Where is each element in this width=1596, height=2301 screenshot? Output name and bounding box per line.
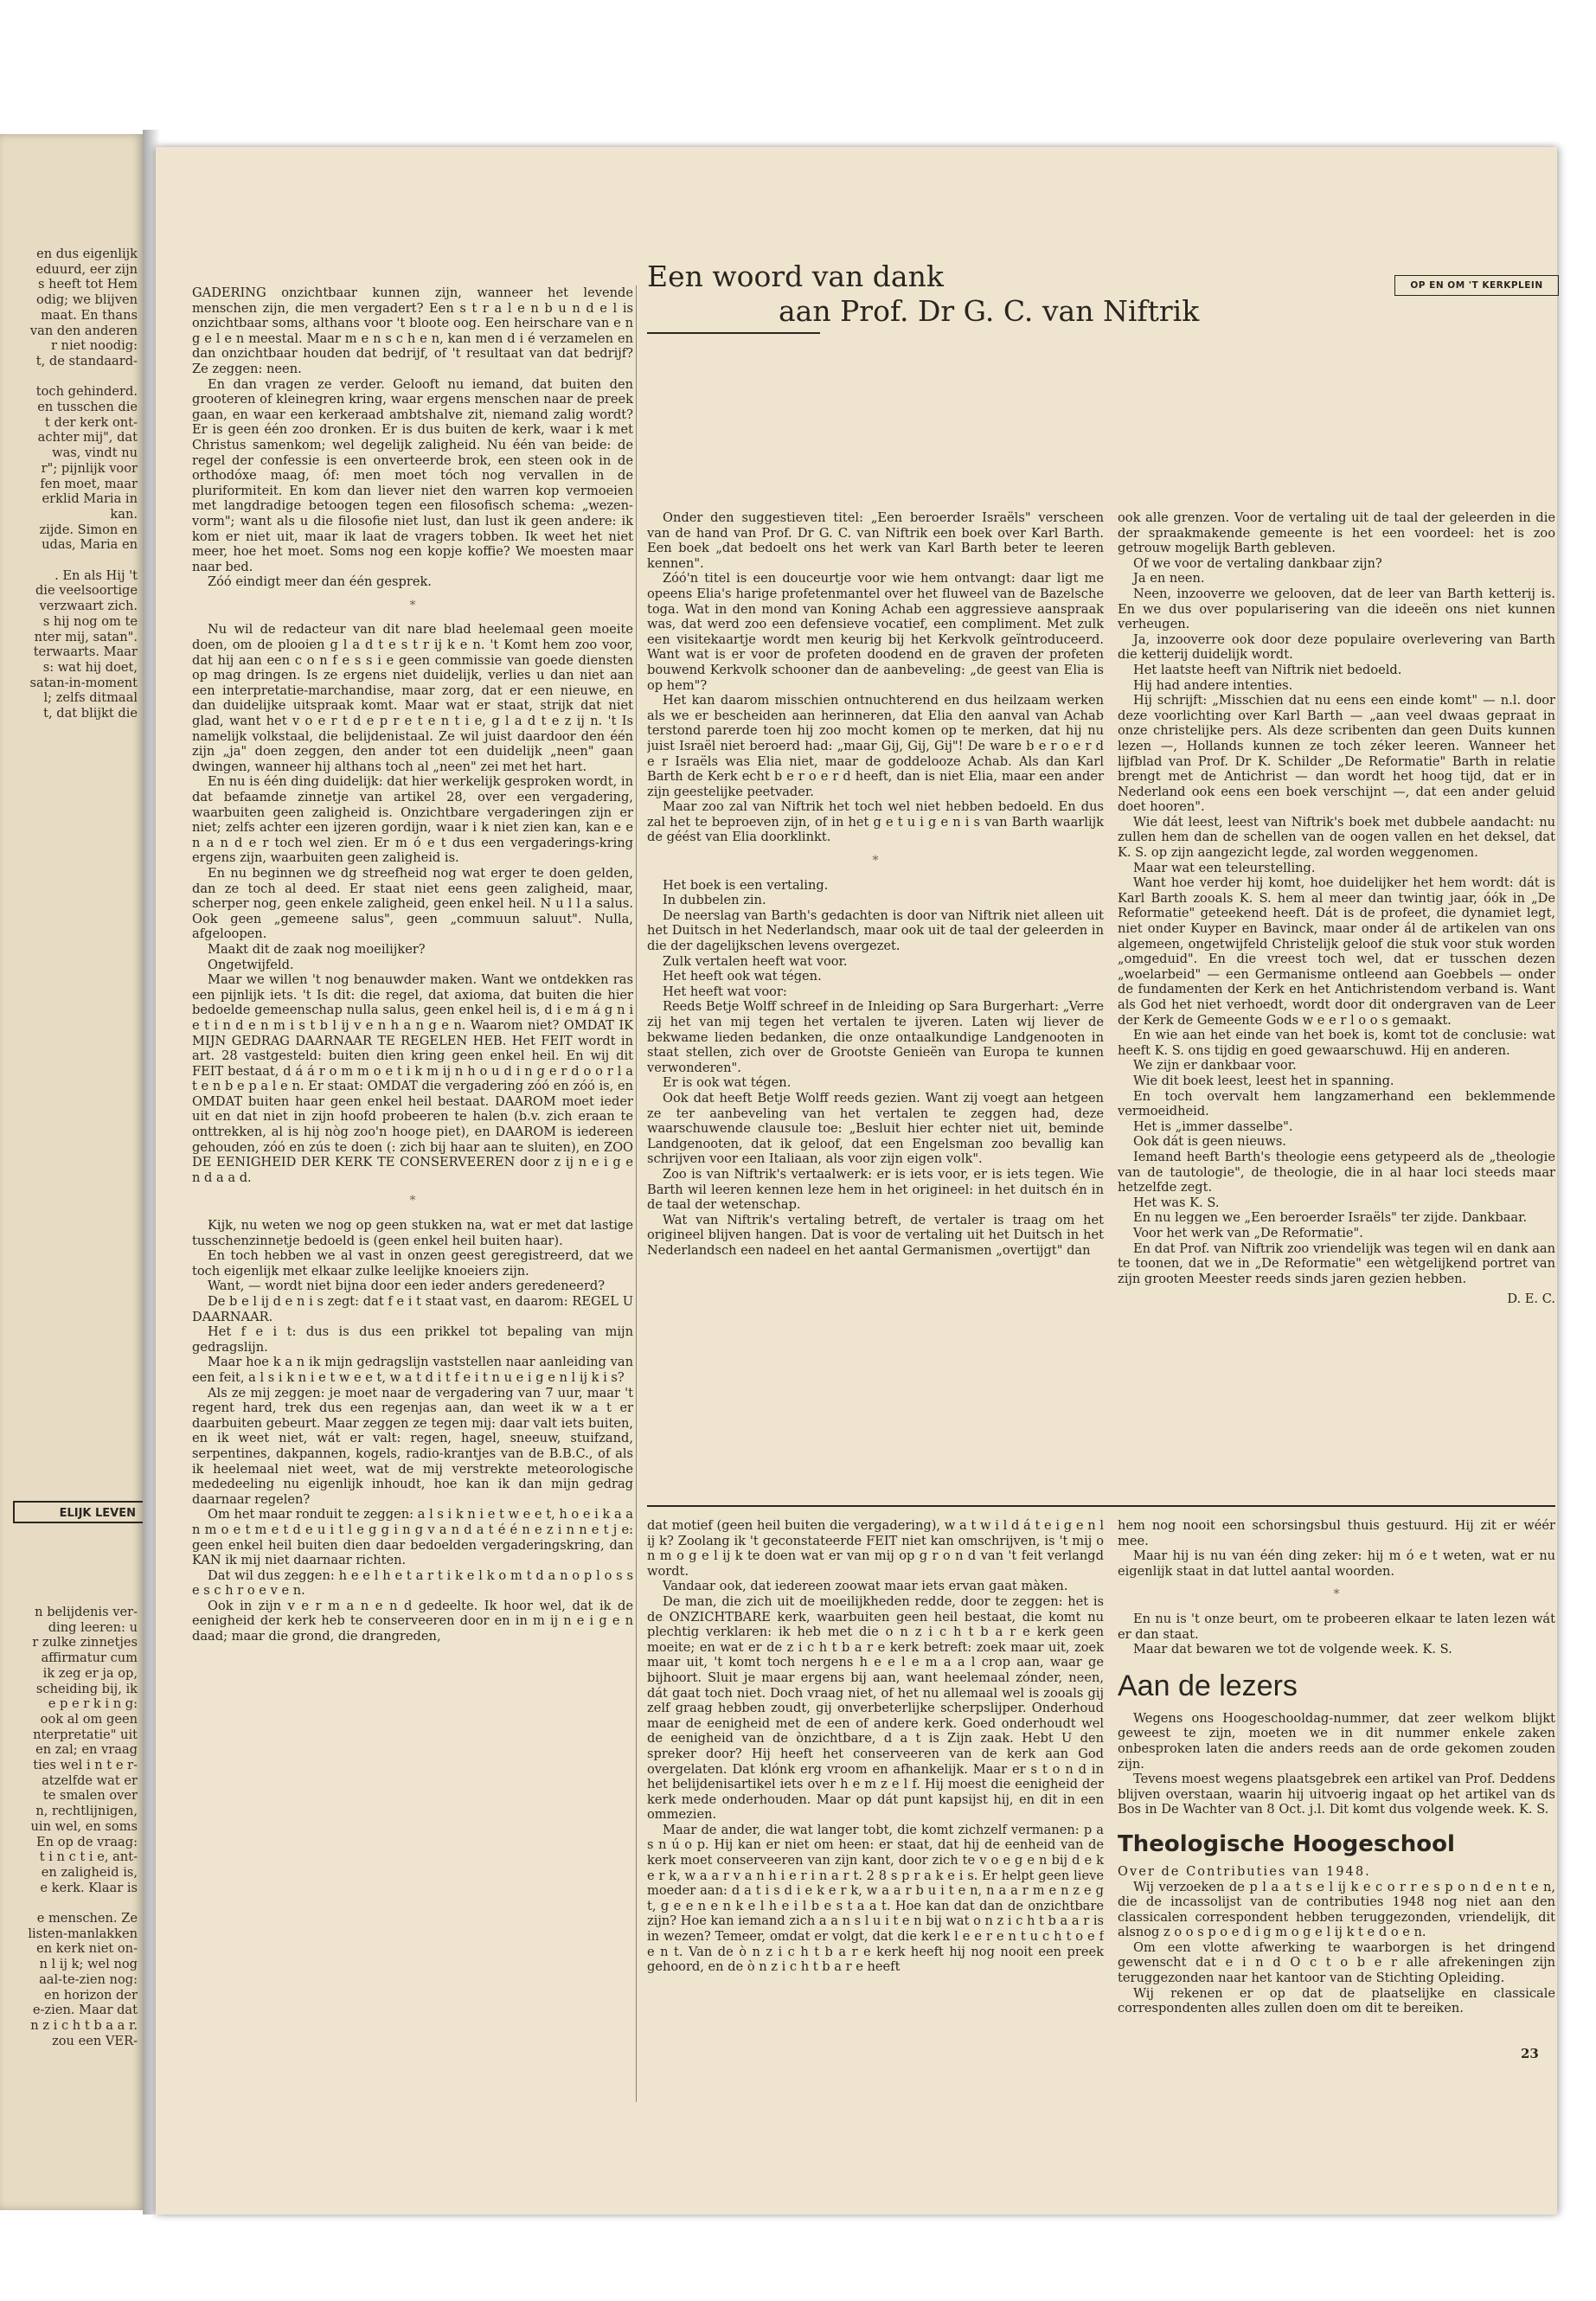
paragraph: Het boek is een vertaling.	[663, 877, 829, 893]
paragraph: Wegens ons Hoogeschooldag-nummer, dat zeer welkom blijkt geweest te zijn, moeten we in dit nummer enkele zaken onbesproken laten die anders reeds aan de orde gekomen zouden zijn.	[1118, 1710, 1555, 1772]
paragraph: Wij verzoeken de p l a a t s e l ij k e c o r r e s p o n d e n t e n, die de incassolijst van de contributies 1948 nog niet aan den classicalen correspondent hebben teruggezonden, vriendelijk, dit alsnog z o o s p o e d i g m o g e l ij k t e d o e n.	[1118, 1879, 1555, 1940]
paragraph: Hij schrijft: „Misschien dat nu eens een einde komt" — n.l. door deze voorlichting over Karl Barth — „aan veel dwaas gepraat in onze christelijke pers. Als deze scribenten dan geen Duits kunnen lezen —, Hollands kunnen ze toch zéker leeren. Wanneer het lijfblad van Prof. Dr K. Schilder „De Reformatie" Barth in relatie brengt met de Antichrist — dan wordt het hoog tijd, dat er in Nederland ook eens een boek verschijnt —, dat een ander geluid doet hooren".	[1118, 693, 1555, 815]
paragraph: GADERING onzichtbaar kunnen zijn, wanneer het levende menschen zijn, die men vergadert? Een s t r a l e n b u n d e l is onzichtbaar soms, althans voor 't bloote oog. Een heirschare van e n g e l e n meestal. Maar m e n s c h e n, kan men d i é verzamelen en dan onzichtbaar houden dat bedrijf, of 't resultaat van dat bedrijf? Ze zeggen: neen.	[192, 285, 633, 376]
paragraph: Het f e i t: dus is dus een prikkel tot bepaling van mijn gedragslijn.	[192, 1324, 633, 1355]
paragraph: En nu is 't onze beurt, om te probeeren elkaar te laten lezen wát er dan staat.	[1118, 1611, 1555, 1642]
page-number: 23	[1521, 2046, 1539, 2061]
paragraph: Dat wil dus zeggen: h e e l h e t a r t i k e l k o m t d a n o p l o s s e s c h r o e v e n.	[192, 1567, 633, 1599]
column-middle-top	[647, 510, 1104, 1497]
article-title-line-2: aan Prof. Dr G. C. van Niftrik	[779, 294, 1200, 328]
previous-page-text-bottom: n belijdenis ver- ding leeren: u r zulke zinnetjes affirmatur cum ik zeg er ja op, scheiding bij, ik e p e r k i n g: ook al om geen nterpretatie" uit en zal; en vraag ties wel i n t e r- atzelfde wat er te smalen over n, rechtlijnigen, uin wel, en soms En op de vraag: t i n c t i e, ant- en zaligheid is, e kerk. Klaar is e menschen. Ze listen-manlakken en kerk niet on- n l ij k; wel nog aal-te-zien nog: en horizon der e-zien. Maar dat n z i c h t b a a r. zou een VER-	[28, 1605, 138, 2048]
paragraph: En nu beginnen we dg streefheid nog wat erger te doen gelden, dan ze toch al deed. Er staat niet eens geen zaligheid, maar, scherper nog, geen enkele zaligheid, geen enkel heil. N u l l a salus. Ook geen „gemeene salus", geen „commuun saluut". Nulla, afgeloopen.	[192, 865, 633, 942]
paragraph: Het heeft ook wat tégen.	[663, 969, 822, 984]
paragraph: En dat Prof. van Niftrik zoo vriendelijk was tegen wil en dank aan te toonen, dat we in „De Reformatie" een wètgelijkend portret van zijn grooten Meester reeds sinds jaren gezien hebben.	[1118, 1240, 1555, 1286]
paragraph: Het kan daarom misschien ontnuchterend en dus heilzaam werken als we er bescheiden aan herinneren, dat Elia den aanval van Achab terstond parerde toen hij zoo mocht komen op te merken, dat hij nu juist Israël niet beroerd had: „maar Gij, Gij, Gij"! De ware b e r o e r d e r Israëls was Elia niet, maar de goddelooze Achab. Als dan Karl Barth de Kerk echt b e r o e r d heeft, dan is niet Elia, maar een ander zijn geestelijke peetvader.	[647, 693, 1104, 799]
paragraph: Zoo is van Niftrik's vertaalwerk: er is iets voor, er is iets tegen. Wie Barth wil leeren kennen leze hem in het origineel: in het duitsch én in de taal der wetenschap.	[647, 1166, 1104, 1213]
paragraph: En wie aan het einde van het boek is, komt tot de conclusie: wat heeft K. S. ons tijdig en goed gewaarschuwd. Hij en anderen.	[1118, 1028, 1555, 1058]
paragraph: Zulk vertalen heeft wat voor.	[663, 953, 848, 969]
previous-page-edge	[0, 134, 143, 2210]
paragraph: Maakt dit de zaak nog moeilijker?	[208, 941, 426, 957]
paragraph: dat motief (geen heil buiten die vergadering), w a t w i l d á t e i g e n l ij k? Zoolang ik 't geconstateerde FEIT niet kan omschrijven, is 't mij o n m o g e l ij k te doen wat er van mij op g r o n d van 't feit verlangd wordt.	[647, 1518, 1104, 1579]
paragraph: Zóó'n titel is een douceurtje voor wie hem ontvangt: daar ligt me opeens Elia's harige profetenmantel over het fluweel van de Bazelsche toga. Wat in den mond van Koning Achab een aggressieve aanspraak was, dat werd zoo een defensieve vocatief, een compliment. Met zulk een visitekaartje wordt men keurig bij het Kerkvolk geïntroduceerd. Want wat is er voor de profeten doodend en de graven der profeten bouwend Kerkvolk schooner dan de aanbeveling: „de geest van Elia is op hem"?	[647, 571, 1104, 693]
paragraph: Het is „immer dasselbe".	[1133, 1118, 1293, 1134]
paragraph: Vandaar ook, dat iedereen zoowat maar iets ervan gaat màken.	[663, 1579, 1068, 1594]
paragraph: Wat van Niftrik's vertaling betreft, de vertaler is traag om het origineel blijven hangen. Dat is voor de vertaling uit het Duitsch in het Nederlandsch een nadeel en het aantal Germanismen „overtijgt" dan	[647, 1212, 1104, 1258]
paragraph: hem nog nooit een schorsingsbul thuis gestuurd. Hij zit er wéér mee.	[1118, 1518, 1555, 1548]
paragraph: Maar we willen 't nog benauwder maken. Want we ontdekken ras een pijnlijk iets. 't Is dit: die regel, dat axioma, dat buiten die hier bedoelde gemeenschap nulla salus, geen enkel heil is, d i e m á g n i e t i n d e n m i s t b l ij v e n h a n g e n. Waarom niet? OMDAT IK MIJN GEDRAG DAARNAAR TE REGELEN HEB. Het FEIT wordt in art. 28 vastgesteld: buiten dien kring geen enkel heil. En wij dit FEIT bestaat, d á á r o m m o e t i k m ij n h o u d i n g e r d o o r l a t e n b e p a l e n. Er staat: OMDAT die vergadering zóó en zóó is, en OMDAT buiten haar geen enkel heil bestaat. DAAROM moet ieder uit en dat niet in zijn hoofd probeeren te halen (b.v. zich eraan te onttrekken, al is hij nòg zoo'n hooge piet), en DAAROM is iedereen gehouden, zóó en zús te doen (: zich bij haar aan te sluiten), en ZOO DE EENIGHEID DER KERK TE CONSERVEEREN door z ij n e i g e n d a a d.	[192, 972, 633, 1185]
paragraph: En toch overvalt hem langzamerhand een beklemmende vermoeidheid.	[1118, 1088, 1555, 1119]
article-signature: D. E. C.	[1507, 1292, 1555, 1307]
column-right-bottom	[1118, 1518, 1555, 2227]
paragraph: En dan vragen ze verder. Gelooft nu iemand, dat buiten den grooteren of kleinegren kring, waar ergens menschen naar de preek gaan, en waar een kerkeraad ambtshalve zit, niemand zalig wordt? Er is geen één zoo dronken. Er is dus buiten de kerk, waar i k met Christus samenkom; wel degelijk zaligheid. Nu één van beide: de regel der confessie is een onverteerde brok, een steen ook in de orthodóxe maag, óf: men moet tóch nog vervallen in de pluriformiteit. En kom dan liever niet den warren kop vermoeien met langdradige betoogen tegen een filosofisch schema: „wezen-vorm"; want als u die filosofie niet lust, dan lust ik geen andere: ik kom er niet uit, maar ik laat de vragers tobben. Ik weet het niet meer, hoe het moet. Soms nog een kopje koffie? We moesten maar naar bed.	[192, 376, 633, 574]
paragraph: Maar dat bewaren we tot de volgende week. K. S.	[1133, 1642, 1452, 1657]
paragraph: En nu leggen we „Een beroerder Israëls" ter zijde. Dankbaar.	[1133, 1210, 1528, 1226]
article-title-line-1: Een woord van dank	[647, 260, 944, 293]
paragraph: En nu is één ding duidelijk: dat hier werkelijk gesproken wordt, in dat befaamde zinnetje van artikel 28, over een vergadering, waarbuiten geen zaligheid is. Onzichtbare vergaderingen zijn er niet; zelfs achter een ijzeren gordijn, waar i k niet zien kan, kan e e n a n d e r toch wel zien. Er m ó e t dus een vergaderings-kring ergens zijn, waarbuiten geen zaligheid is.	[192, 774, 633, 866]
paragraph: Het heeft wat voor:	[663, 984, 787, 999]
paragraph: Ook in zijn v e r m a n e n d gedeelte. Ik hoor wel, dat ik de eenigheid der kerk heb te conserveeren door en in m ij n e i g e n daad; maar die grond, die drangreden,	[192, 1598, 633, 1644]
paragraph: Want, — wordt niet bijna door een ieder anders geredeneerd?	[208, 1279, 606, 1294]
separator-asterisk: *	[1333, 1587, 1340, 1602]
paragraph: Maar hoe k a n ik mijn gedragslijn vaststellen naar aanleiding van een feit, a l s i k n i e t w e e t, w a t d i t f e i t n u e i g e n l ij k i s?	[192, 1355, 633, 1385]
paragraph: ook alle grenzen. Voor de vertaling uit de taal der geleerden in die der spraakmakende gemeente is het een voordeel: het is zoo getrouw mogelijk Barth gebleven.	[1118, 510, 1555, 556]
paragraph: Onder den suggestieven titel: „Een beroerder Israëls" verscheen van de hand van Prof. Dr G. C. van Niftrik een boek over Karl Barth. Een boek „dat bedoelt ons het werk van Karl Barth beter te leeren kennen".	[647, 510, 1104, 571]
newspaper-page	[156, 147, 1557, 2214]
heading-aan-de-lezers: Aan de lezers	[1118, 1669, 1298, 1702]
paragraph: Kijk, nu weten we nog op geen stukken na, wat er met dat lastige tusschenzinnetje bedoeld is (geen enkel heil buiten haar).	[192, 1218, 633, 1248]
paragraph: Ja en neen.	[1133, 571, 1205, 586]
paragraph: De neerslag van Barth's gedachten is door van Niftrik niet alleen uit het Duitsch in het Nederlandsch, maar ook uit de taal der geleerden in die der dagelijkschen levens overgezet.	[647, 907, 1104, 954]
separator-asterisk: *	[872, 854, 879, 868]
paragraph: Nu wil de redacteur van dit nare blad heelemaal geen moeite doen, om de plooien g l a d t e s t r ij k e n. 't Komt hem zoo voor, dat hij aan een c o n f e s s i e geen commissie van goede diensten op mag dringen. Is ze ergens niet duidelijk, verlies u dan niet aan een interpretatie-marchandise, maar zorg, dat er een nieuwe, en dan duidelijke uitspraak komt. Maar wat er staat, strijk dat niet glad, want het v o e r t d e p r e t e n t i e, g l a d t e z ij n. 't Is namelijk volkstaal, die belijdenistaal. Ze wil juist daardoor den één zijn „ja" doen zeggen, den ander tot een duidelijk „neen" gaan dwingen, wanneer hij althans toch al „neen" zei met het hart.	[192, 622, 633, 774]
previous-page-section-label: ELIJK LEVEN	[13, 1501, 143, 1523]
paragraph: Tevens moest wegens plaatsgebrek een artikel van Prof. Deddens blijven overstaan, waarin hij uitvoerig ingaat op het artikel van ds Bos in De Wachter van 8 Oct. j.l. Dit komt dus volgende week. K. S.	[1118, 1772, 1555, 1817]
paragraph: Maar hij is nu van één ding zeker: hij m ó e t weten, wat er nu eigenlijk staat in dat luttel aantal woorden.	[1118, 1548, 1555, 1579]
article-divider	[647, 1505, 1555, 1507]
paragraph: Wij rekenen er op dat de plaatselijke en classicale correspondenten alles zullen doen om dit te bereiken.	[1118, 1985, 1555, 2016]
paragraph: In dubbelen zin.	[663, 893, 766, 908]
paragraph: Zóó eindigt meer dan één gesprek.	[208, 574, 432, 590]
paragraph: Wie dit boek leest, leest het in spanning.	[1133, 1073, 1394, 1088]
paragraph: Maar wat een teleurstelling.	[1133, 860, 1316, 875]
paragraph: Voor het werk van „De Reformatie".	[1133, 1225, 1363, 1240]
section-label: OP EN OM 'T KERKPLEIN	[1394, 275, 1559, 296]
paragraph: En toch hebben we al vast in onzen geest geregistreerd, dat we toch eigenlijk met elkaar zulke leelijke knoeiers zijn.	[192, 1248, 633, 1279]
column-divider	[636, 285, 637, 2102]
paragraph: Het laatste heeft van Niftrik niet bedoeld.	[1133, 662, 1402, 677]
paragraph: Reeds Betje Wolff schreef in de Inleiding op Sara Burgerhart: „Verre zij het van mij tegen het vertalen te ijveren. Laten wij liever de bekwame lieden bedanken, die onze ontaalkundige Landgenooten in staat stellen, zich over de Grootste Genieën van Europa te kunnen verwonderen".	[647, 999, 1104, 1075]
paragraph: Om een vlotte afwerking te waarborgen is het dringend gewenscht dat e i n d O c t o b e r alle afrekeningen zijn teruggezonden naar het kantoor van de Stichting Opleiding.	[1118, 1939, 1555, 1986]
column-left	[192, 285, 633, 2119]
previous-page-text-top: en dus eigenlijk eduurd, eer zijn s heeft tot Hem odig; we blijven maat. En thans van den anderen r niet noodig: t, de standaard- toch gehinderd. en tusschen die t der kerk ont- achter mij", dat was, vindt nu r"; pijnlijk voor fen moet, maar erklid Maria in kan. zijde. Simon en udas, Maria en . En als Hij 't die veelsoortige verzwaart zich. s hij nog om te nter mij, satan". terwaarts. Maar s: wat hij doet, satan-in-moment l; zelfs ditmaal t, dat blijkt die	[29, 247, 138, 721]
paragraph: Ook dát is geen nieuws.	[1133, 1134, 1286, 1150]
paragraph: Ongetwijfeld.	[208, 957, 294, 972]
column-right-top	[1118, 510, 1555, 1497]
separator-asterisk: *	[409, 1194, 416, 1208]
paragraph: We zijn er dankbaar voor.	[1133, 1058, 1297, 1074]
paragraph: Het was K. S.	[1133, 1195, 1220, 1210]
paragraph: De man, die zich uit de moeilijkheden redde, door te zeggen: het is de ONZICHTBARE kerk, waarbuiten geen heil bestaat, die komt nu plechtig verklaren: ik heb met die o n z i c h t b a r e kerk geen moeite; en wat er de z i c h t b a r e kerk betreft: zoek maar uit, zoek maar uit, 't komt toch nergens h e e l e m a a l crop aan, waar ge bijhoort. Sluit je maar ergens bij aan, want heelemaal zónder, neen, dát gaat toch niet. Doch vraag niet, of het nu allemaal wel is zooals gij zelf graag hebben zoudt, gij onverbeterlijke scherpslijper. Onderhoud maar de eenigheid met de een of andere kerk. Goed onderhoudt wel de eenigheid van de ònzichtbare, d a t is Zijn zaak. Hebt U den spreker door? Hij heeft het conserveeren van de kerk aan God overgelaten. Dat klónk erg vroom en afhankelijk. Maar er s t o n d in het belijdenisartikel iets over h e m z e l f. Hij moest die eenigheid der kerk mede onderhouden. Maar op dát punt kapsijst hij, en dit in een ommezien.	[647, 1593, 1104, 1823]
paragraph: Maar zoo zal van Niftrik het toch wel niet hebben bedoeld. En dus zal het te beproeven zijn, of in het g e t u i g e n i s van Barth waarlijk de géést van Elia doorklinkt.	[647, 799, 1104, 845]
paragraph: Ook dat heeft Betje Wolff reeds gezien. Want zij voegt aan hetgeen ze ter aanbeveling van het vertalen te zeggen had, deze waarschuwende clausule toe: „Besluit hier echter niet uit, beminde Landgenooten, dat ik geloof, dat een Engelsman zoo bevallig kan schrijven voor een Italiaan, als voor zijn eigen volk".	[647, 1090, 1104, 1167]
paragraph: Hij had andere intenties.	[1133, 677, 1293, 693]
paragraph: Om het maar ronduit te zeggen: a l s i k n i e t w e e t, h o e i k a a n m o e t m e t d e u i t l e g g i n g v a n d a t é é n e z i n n e t j e: geen enkel heil buiten dien daar bedoelden vergaderingskring, dan KAN ik mij niet daarnaar richten.	[192, 1507, 633, 1568]
paragraph: Neen, inzooverre we gelooven, dat de leer van Barth ketterij is. En we dus over popularisering van die ideeën ons niet kunnen verheugen.	[1118, 586, 1555, 632]
column-middle-bottom	[647, 1518, 1104, 2227]
paragraph: Maar de ander, die wat langer tobt, die komt zichzelf vermanen: p a s n ú o p. Hij kan er niet om heen: er staat, dat hij de eenheid van de kerk moet conserveeren van zijn kant, door zich te v o e g e n bij d e k e r k, w a a r v a n h i e r i n a r t. 2 8 s p r a k e i s. Er helpt geen lieve moeder aan: d a t i s d i e k e r k, w a a r b u i t e n, n a a r m e n z e g t, g e e n e n k e l h e i l b e s t a a t. Hoe kan dat dan de onzichtbare zijn? Hoe kan iemand zich a a n s l u i t e n bij wat o n z i c h t b a a r is in wezen? Temeer, omdat er volgt, dat die kerk l e e r e n t u c h t o e f e n t. Van de ò n z i c h t b a r e kerk heeft hij nog nooit een preek gehoord, en de ò n z i c h t b a r e heeft	[647, 1822, 1104, 1975]
heading-theologische-hoogeschool: Theologische Hoogeschool	[1118, 1830, 1455, 1857]
paragraph: Als ze mij zeggen: je moet naar de vergadering van 7 uur, maar 't regent hard, trek dus een regenjas aan, dan weet ik w a t er daarbuiten gebeurt. Maar zeggen ze tegen mij: daar valt iets buiten, en ik weet niet, wát er valt: regen, hagel, sneeuw, stuifzand, serpentines, dakpannen, kogels, radio-krantjes van de B.B.C., of als ik heelemaal niet weet, wat de mij verstrekte meteorologische mededeeling nu eigenlijk inhoudt, hoe kan ik dan mijn gedrag daarnaar regelen?	[192, 1385, 633, 1507]
paragraph: Iemand heeft Barth's theologie eens getypeerd als de „theologie van de tautologie", de theologie, die in al haar loci steeds maar hetzelfde zegt.	[1118, 1149, 1555, 1195]
paragraph: De b e l ij d e n i s zegt: dat f e i t staat vast, en daarom: REGEL U DAARNAAR.	[192, 1294, 633, 1324]
paragraph: Of we voor de vertaling dankbaar zijn?	[1133, 555, 1382, 571]
paragraph: Want hoe verder hij komt, hoe duidelijker het hem wordt: dát is Karl Barth zooals K. S. hem al meer dan twintig jaar, óók in „De Reformatie" geteekend heeft. Dát is de profeet, die dynamiet legt, niet onder Kuyper en Bavinck, maar onder ál de artikelen van ons algemeen, ongetwijfeld Christelijk geloof die stuk voor stuk worden „omgeduid". En die vreest toch wel, dat er tusschen dezen „woelarbeid" — een Germanisme ontleend aan Goebbels — onder de fundamenten der Kerk en het Antichristendom verband is. Want als God het niet verhoedt, wordt door dit ondergraven van de Leer der Kerk de Gemeente Gods w e e r l o o s gemaakt.	[1118, 875, 1555, 1028]
separator-asterisk: *	[409, 598, 416, 612]
paragraph: Er is ook wat tégen.	[663, 1075, 792, 1091]
article-title	[647, 260, 1304, 329]
title-underline	[647, 332, 820, 334]
subheading-contributies: Over de Contributies van 1948.	[1118, 1863, 1371, 1879]
paragraph: Wie dát leest, leest van Niftrik's boek met dubbele aandacht: nu zullen hem dan de schellen van de oogen vallen en het deksel, dat K. S. op zijn aangezicht legde, zal worden weggenomen.	[1118, 814, 1555, 861]
paragraph: Ja, inzooverre ook door deze populaire overlevering van Barth die ketterij duidelijk wordt.	[1118, 631, 1555, 663]
